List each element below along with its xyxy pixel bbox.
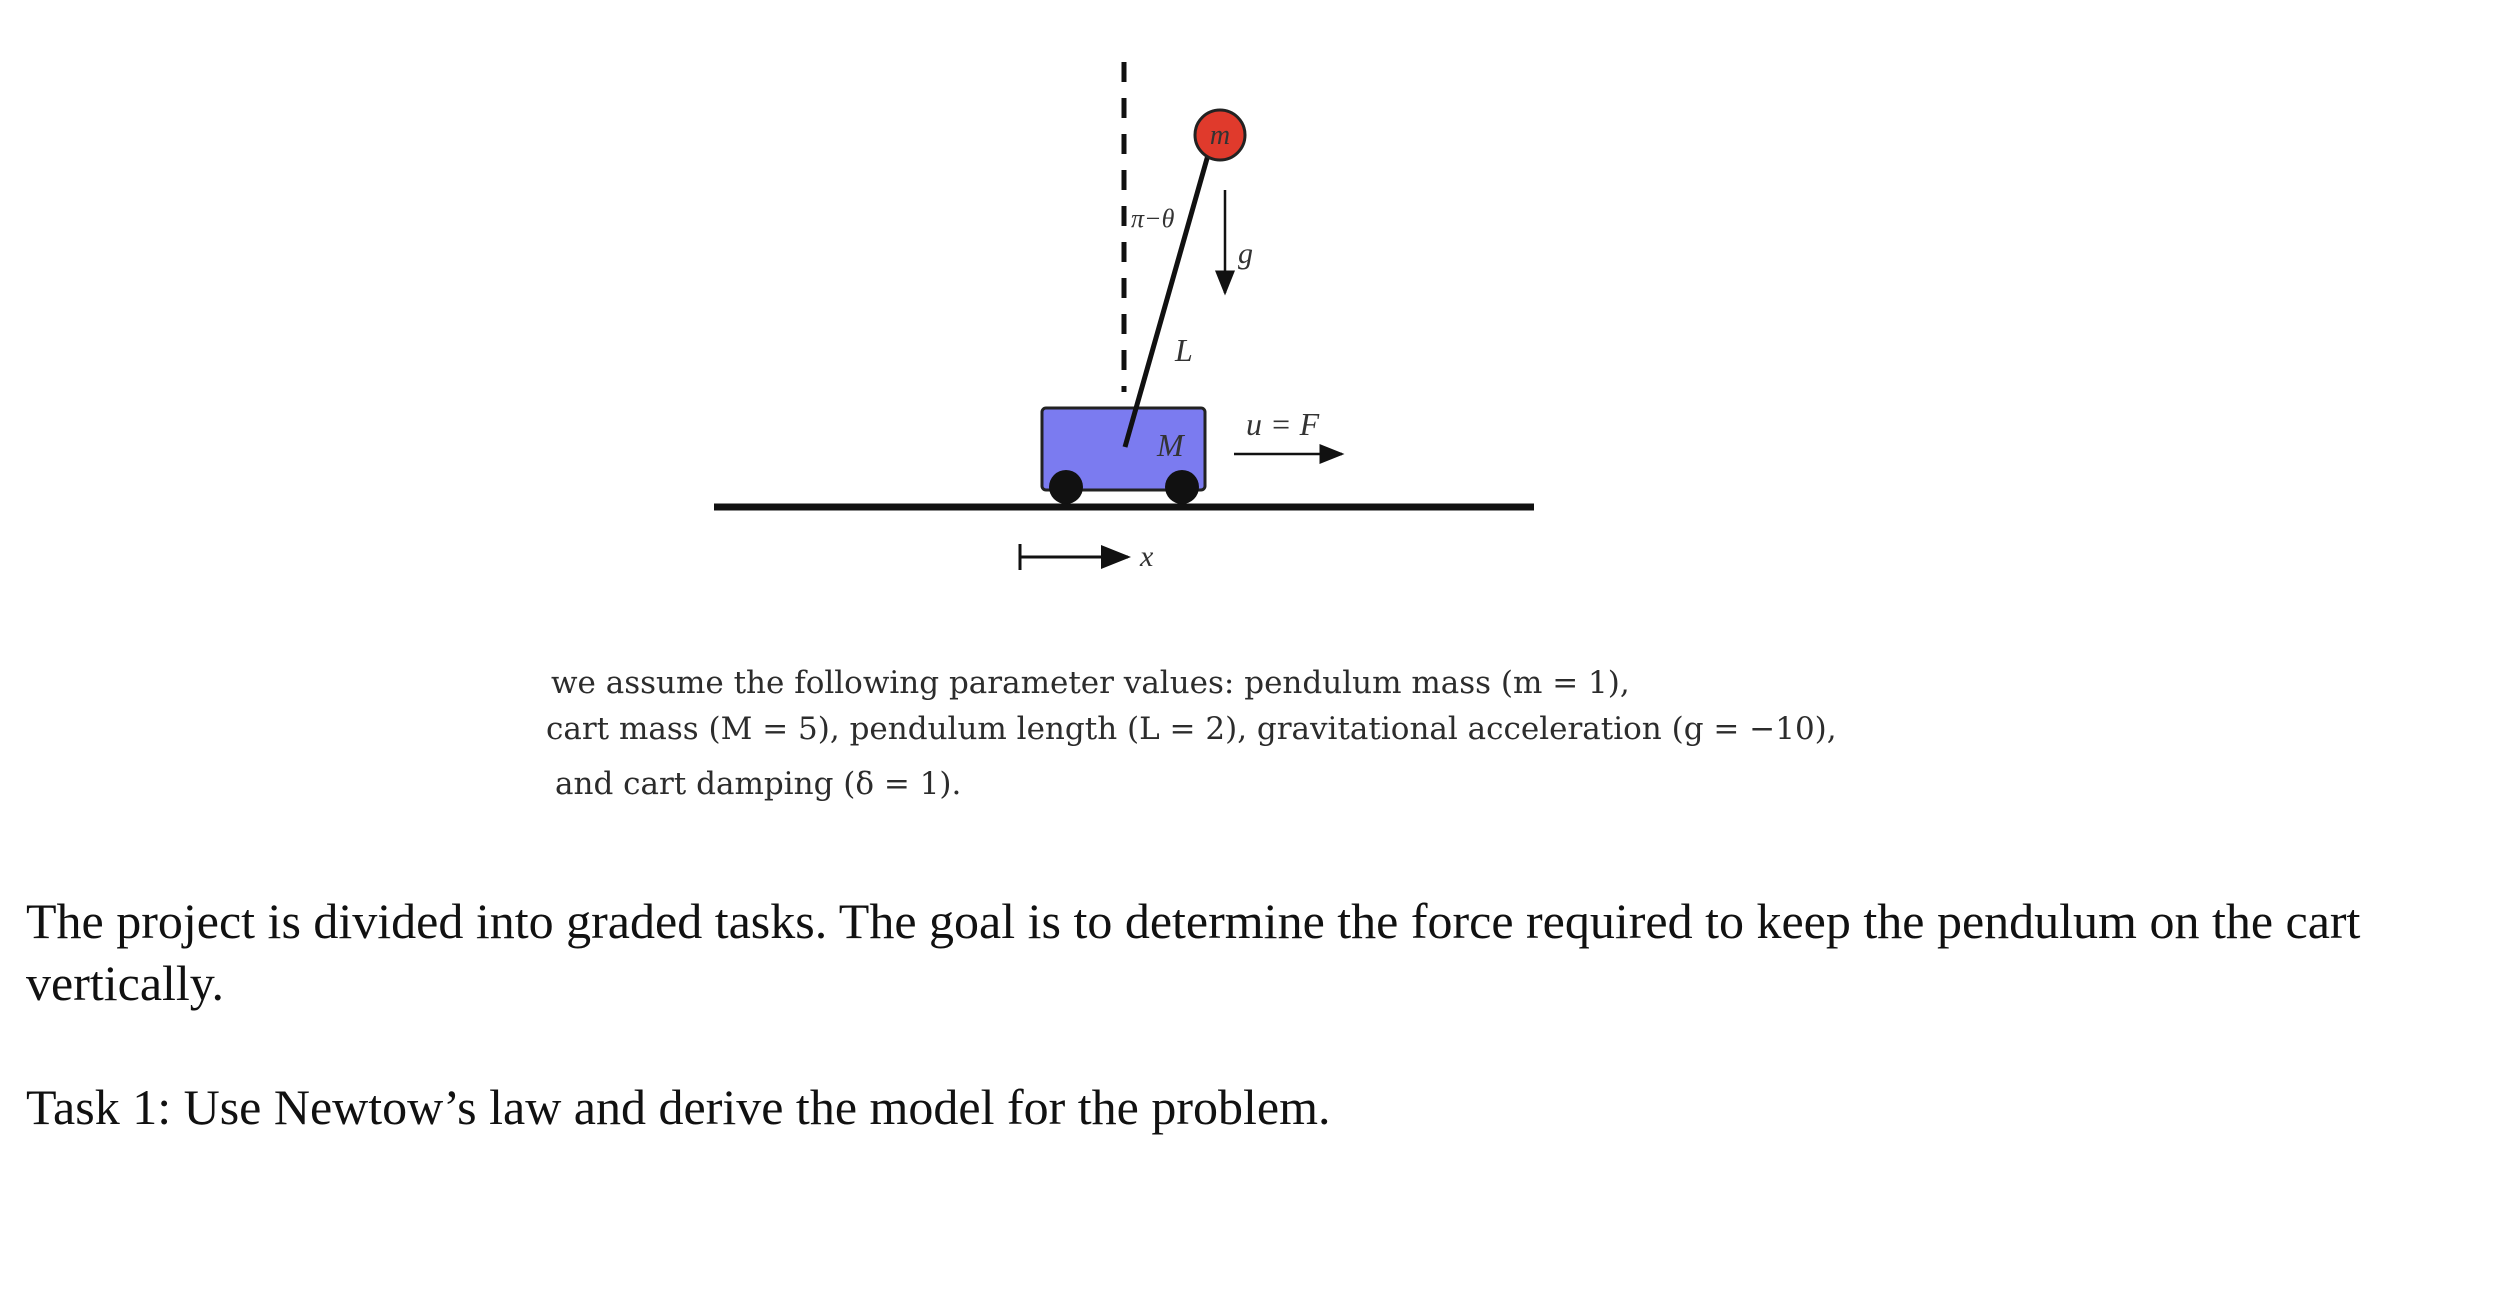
- label-gravity: g: [1238, 237, 1253, 270]
- label-angle: π−θ: [1131, 204, 1175, 233]
- cart-wheel-right: [1165, 470, 1199, 504]
- intro-paragraph: The project is divided into graded tasks. The goal is to determine the force required to keep the pendulum on the cart vertically.: [26, 893, 2361, 1011]
- label-pendulum-mass: m: [1209, 120, 1231, 151]
- parameters-line-3: and cart damping (δ = 1).: [555, 766, 962, 802]
- cart-wheel-left: [1049, 470, 1083, 504]
- label-cart-mass: M: [1157, 427, 1184, 463]
- parameters-line-2: cart mass (M = 5), pendulum length (L = 2), gravitational acceleration (g = −10),: [546, 711, 1837, 747]
- pendulum-rod: [1125, 148, 1210, 447]
- label-length: L: [1175, 332, 1193, 368]
- label-position: x: [1140, 540, 1154, 573]
- cart-pendulum-diagram: [0, 0, 2496, 600]
- label-force: u = F: [1246, 406, 1320, 442]
- task-1-paragraph: Task 1: Use Newtow’s law and derive the model for the problem.: [26, 1079, 1331, 1135]
- parameters-line-1: we assume the following parameter values: pendulum mass (m = 1),: [551, 665, 1630, 701]
